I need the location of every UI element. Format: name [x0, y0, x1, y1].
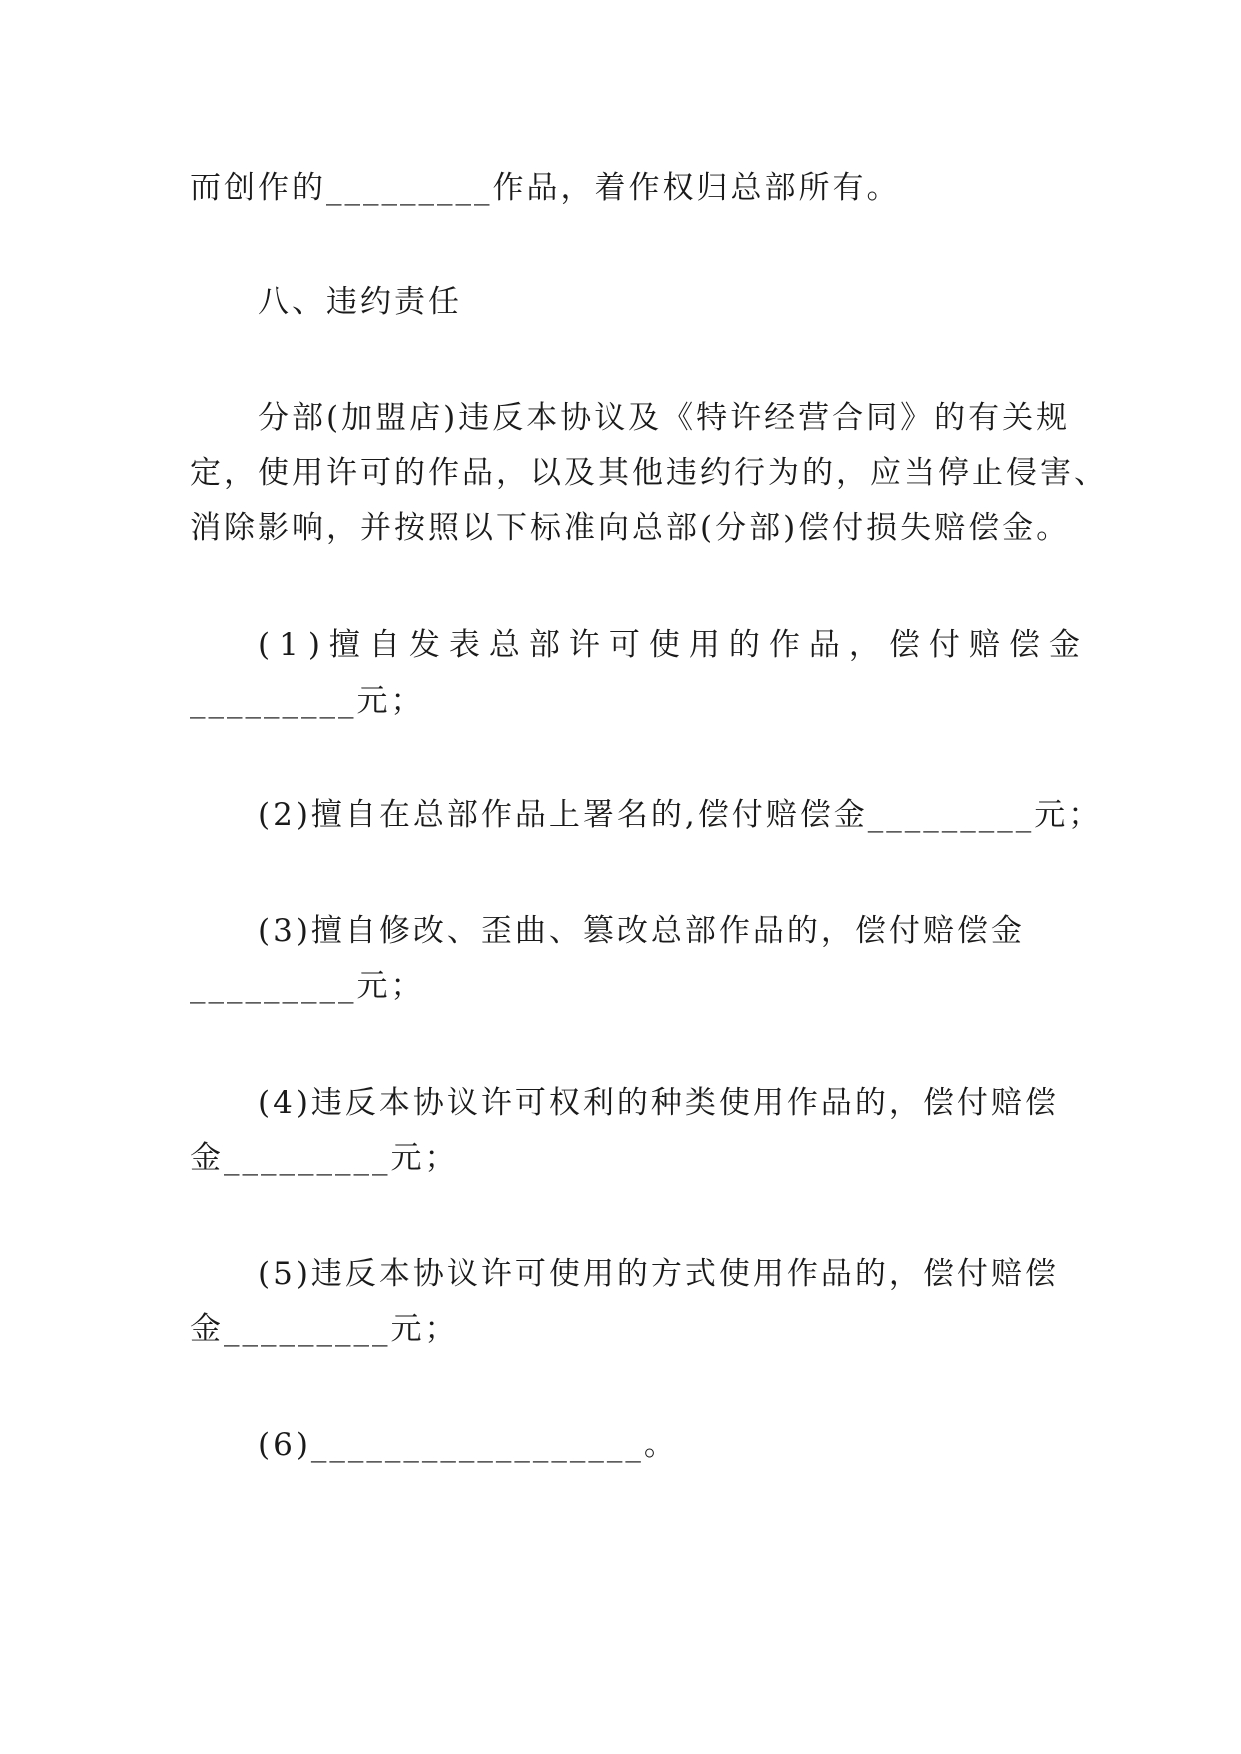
clause-1-line-1: (1)擅自发表总部许可使用的作品，偿付赔偿金 [258, 627, 1089, 663]
clause-2: (2)擅自在总部作品上署名的,偿付赔偿金_________元； [258, 797, 1103, 833]
paragraph-breach-line-2: 定，使用许可的作品，以及其他违约行为的，应当停止侵害、 [190, 455, 1108, 491]
clause-6: (6)__________________。 [258, 1427, 678, 1463]
clause-4-line-1: (4)违反本协议许可权利的种类使用作品的，偿付赔偿 [258, 1085, 1059, 1121]
section-heading-breach-liability: 八、违约责任 [258, 284, 462, 320]
paragraph-breach-line-1: 分部(加盟店)违反本协议及《特许经营合同》的有关规 [258, 400, 1071, 436]
paragraph-copyright-line: 而创作的_________作品，着作权归总部所有。 [190, 170, 901, 206]
clause-5-line-2: 金_________元； [190, 1311, 459, 1347]
clause-3-line-2: _________元； [190, 968, 425, 1004]
clause-5-line-1: (5)违反本协议许可使用的方式使用作品的，偿付赔偿 [258, 1256, 1059, 1292]
clause-4-line-2: 金_________元； [190, 1140, 459, 1176]
clause-3-line-1: (3)擅自修改、歪曲、篡改总部作品的，偿付赔偿金 [258, 913, 1025, 949]
clause-1-line-2: _________元； [190, 683, 425, 719]
paragraph-breach-line-3: 消除影响，并按照以下标准向总部(分部)偿付损失赔偿金。 [190, 510, 1071, 546]
